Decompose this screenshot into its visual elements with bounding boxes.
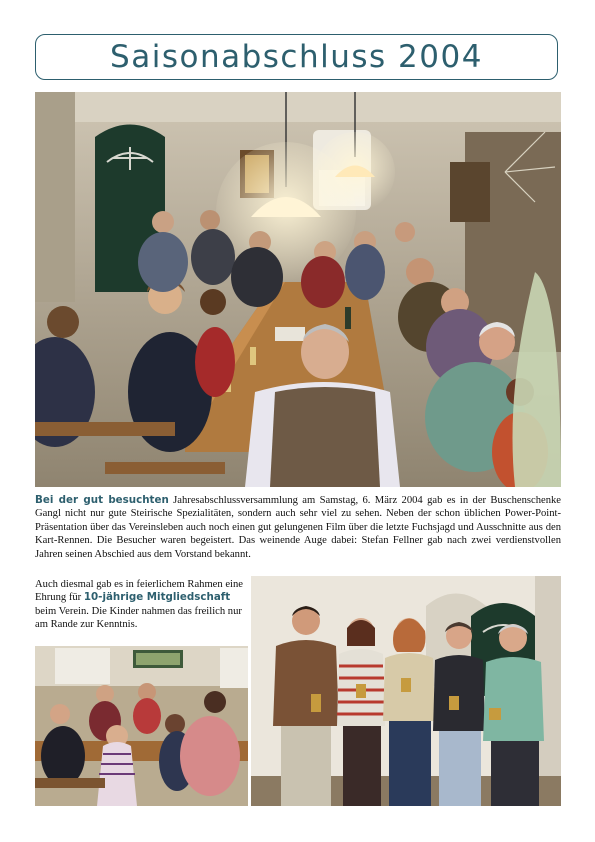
main-photo-illustration [35, 92, 561, 487]
side-caption [35, 578, 245, 632]
main-photo-gathering [35, 92, 561, 487]
page-title: Saisonabschluss 2004 [110, 38, 483, 75]
main-caption-body: Jahresabschlussversammlung am Samstag, 6. März 2004 gab es in der Buschenschenke Gangl nicht nur gute Steirische Spezialitäten, sondern auch sehr viel zu sehen. Neben der schon üblichen Power-Point-Präsentation über das Vereinsleben auch noch einen gut gelungenen Film über die letzte Fuchsjagd und Ausschnitte aus den Kart-Rennen. Die Besucher waren begeistert. Das weinende Auge dabei: Stefan Fellner gab nach zwei verdienstvollen Jahren seinen Abschied aus dem Vorstand bekannt. [35, 495, 562, 560]
honor-photo [251, 576, 561, 806]
kids-photo-illustration [35, 646, 248, 806]
page-title-box [35, 34, 558, 80]
side-caption-highlight: 10-jährige Mitgliedschaft [83, 591, 231, 604]
kids-photo [35, 646, 248, 806]
main-caption-lead: Bei der gut besuchten [35, 494, 169, 506]
side-caption-after: beim Verein. Die Kinder nahmen das freilich nur am Rande zur Kenntnis. [35, 605, 242, 631]
side-caption-before: Auch diesmal gab es in feierlichem Rahmen eine Ehrung für [35, 579, 243, 604]
main-caption [35, 494, 561, 561]
honor-photo-illustration [251, 576, 561, 806]
